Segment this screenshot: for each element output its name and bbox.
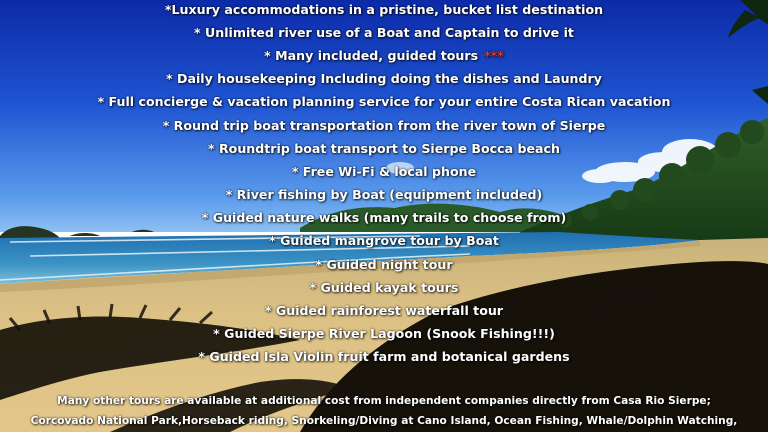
feature-round-trip-boat: * Round trip boat transportation from the river town of Sierpe [162,118,606,133]
footer-line-1: Many other tours are available at additional cost from independent companies directly from Casa Rio Sierpe; [57,395,711,407]
feature-wifi-phone: * Free Wi-Fi & local phone [291,164,477,179]
feature-waterfall-tour: * Guided rainforest waterfall tour [264,303,504,318]
feature-boat-captain: * Unlimited river use of a Boat and Captain to drive it [194,25,574,40]
feature-night-tour: * Guided night tour [315,257,453,272]
feature-guided-tours-text: * Many included, guided tours [264,48,479,63]
red-asterisks: *** [484,48,504,63]
feature-bocca-beach: * Roundtrip boat transport to Sierpe Bocca beach [208,141,560,156]
feature-mangrove-tour: * Guided mangrove tour by Boat [269,233,499,248]
feature-isla-violin: * Guided Isla Violin fruit farm and botanical gardens [198,349,570,364]
feature-nature-walks: * Guided nature walks (many trails to choose from) [201,210,567,225]
feature-concierge: * Full concierge & vacation planning service for your entire Costa Rican vacation [97,94,671,109]
feature-lagoon-fishing: * Guided Sierpe River Lagoon (Snook Fishing!!!) [213,326,555,341]
footer-line-2: Corcovado National Park,Horseback riding, Snorkeling/Diving at Cano Island, Ocean Fishing, Whale/Dolphin Watching, [30,415,738,427]
feature-housekeeping: * Daily housekeeping Including doing the dishes and Laundry [166,71,602,86]
feature-kayak-tours: * Guided kayak tours [309,280,459,295]
feature-guided-tours [0,48,768,64]
feature-river-fishing: * River fishing by Boat (equipment included) [225,187,543,202]
feature-luxury: *Luxury accommodations in a pristine, bucket list destination [164,2,604,17]
